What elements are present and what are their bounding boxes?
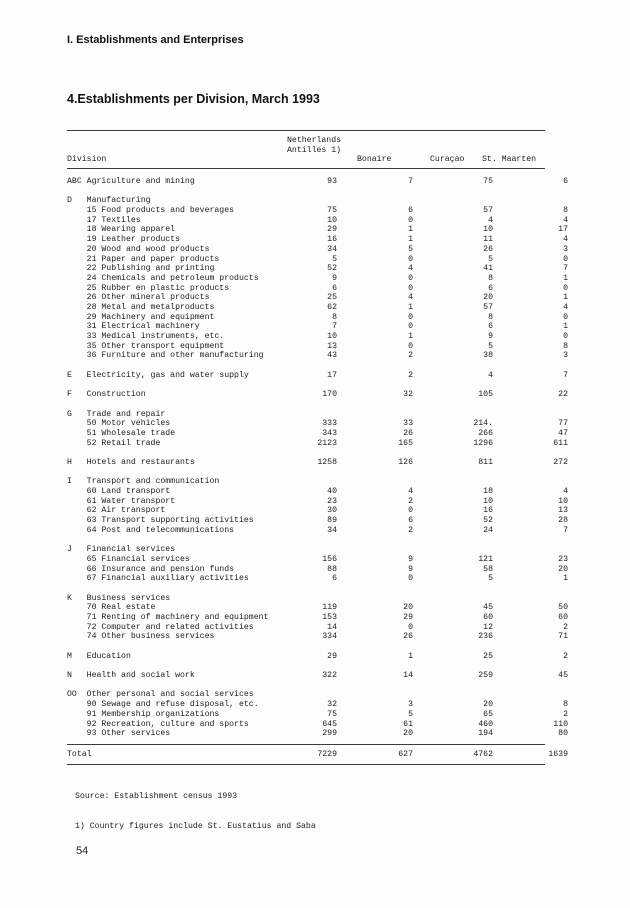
row-value: 2: [408, 496, 413, 506]
table-row: [67, 215, 568, 226]
total-value-curacao: 4762: [473, 749, 493, 759]
row-label: OO Other personal and social services: [67, 690, 254, 700]
row-value: 5: [488, 341, 493, 351]
row-label: 25 Rubber en plastic products: [67, 283, 230, 293]
row-value: 29: [403, 612, 413, 622]
page-title: 4.Establishments per Division, March 1993: [67, 92, 320, 106]
table-row: [67, 622, 568, 633]
row-value: 4: [408, 487, 413, 496]
row-value: 6: [488, 283, 493, 293]
row-value: 11: [483, 235, 493, 245]
row-value: 5: [332, 254, 337, 264]
row-value: 7: [332, 322, 337, 332]
row-value: 14: [327, 622, 337, 632]
row-value: 14: [403, 671, 413, 681]
table-row: [67, 477, 545, 487]
row-value: 2: [408, 351, 413, 361]
table-row: [67, 700, 568, 710]
row-value: 26: [483, 244, 493, 254]
row-value: 7: [563, 264, 568, 274]
row-value: 1: [408, 225, 413, 235]
row-value: 170: [322, 390, 337, 400]
total-value-bonaire: 627: [398, 749, 413, 759]
page-number: 54: [76, 845, 89, 857]
row-label: 21 Paper and paper products: [67, 254, 220, 264]
row-value: 7: [408, 177, 413, 186]
row-value: 811: [478, 457, 493, 467]
row-label: 60 Land transport: [67, 487, 171, 496]
row-value: 0: [408, 341, 413, 351]
table-row: [67, 545, 545, 555]
table-row: [67, 312, 568, 323]
row-value: 0: [408, 506, 413, 516]
row-value: 40: [327, 487, 337, 496]
row-label: J Financial services: [67, 545, 176, 555]
row-value: 4: [408, 293, 413, 303]
total-label: Total: [67, 749, 92, 759]
column-header-line: Netherlands: [287, 136, 342, 145]
table-row: [67, 332, 568, 342]
table-row: [67, 564, 568, 575]
row-label: 74 Other business services: [67, 632, 215, 642]
row-label: D Manufacturing: [67, 196, 151, 206]
row-label: M Education: [67, 651, 131, 661]
row-value: 16: [327, 235, 337, 245]
column-header-st-maarten: St. Maarten: [482, 155, 537, 164]
row-value: 41: [483, 264, 493, 274]
row-label: 62 Air transport: [67, 506, 166, 516]
table-body: [67, 169, 568, 739]
row-label: 22 Publishing and printing: [67, 264, 215, 274]
row-value: 29: [327, 225, 337, 235]
row-value: 7: [563, 370, 568, 380]
row-label: 18 Wearing apparel: [67, 225, 176, 235]
row-value: 3: [563, 244, 568, 254]
table-row: [67, 273, 568, 284]
row-value: 194: [478, 729, 493, 739]
row-label: 93 Other services: [67, 729, 171, 739]
row-value: 52: [327, 264, 337, 274]
row-value: 52: [483, 516, 493, 526]
table-row: [67, 506, 568, 516]
row-label: 35 Other transport equipment: [67, 341, 225, 351]
table-row: [67, 525, 568, 536]
row-value: 93: [327, 177, 337, 186]
row-label: G Trade and repair: [67, 409, 166, 419]
row-value: 62: [327, 302, 337, 312]
row-value: 10: [558, 496, 568, 506]
table-row: [67, 729, 568, 739]
row-value: 1: [563, 273, 568, 283]
row-label: 50 Motor vehicles: [67, 419, 171, 429]
row-value: 1: [563, 293, 568, 303]
row-value: 75: [483, 177, 493, 186]
table-row: [67, 594, 545, 604]
row-value: 299: [322, 729, 337, 739]
row-value: 45: [558, 671, 568, 681]
row-value: 89: [327, 516, 337, 526]
row-value: 110: [553, 719, 568, 729]
column-header-line: Antilles 1): [287, 146, 342, 155]
row-value: 75: [327, 206, 337, 216]
row-value: 26: [403, 632, 413, 642]
row-value: 333: [322, 419, 337, 429]
source-line: Source: Establishment census 1993: [75, 792, 238, 801]
row-value: 4: [563, 235, 568, 245]
row-label: 71 Renting of machinery and equipment: [67, 612, 269, 622]
row-value: 259: [478, 671, 493, 681]
row-value: 33: [403, 419, 413, 429]
row-label: K Business services: [67, 593, 171, 603]
row-label: H Hotels and restaurants: [67, 457, 195, 467]
row-value: 156: [322, 554, 337, 564]
row-value: 1296: [473, 438, 493, 448]
row-label: 26 Other mineral products: [67, 293, 210, 303]
row-value: 20: [558, 564, 568, 574]
row-label: 28 Metal and metalproducts: [67, 302, 215, 312]
row-value: 343: [322, 428, 337, 438]
row-label: 64 Post and telecommunications: [67, 525, 235, 535]
row-value: 32: [327, 700, 337, 710]
row-value: 6: [332, 574, 337, 584]
table-row: [67, 516, 568, 526]
row-value: 16: [483, 506, 493, 516]
row-value: 0: [408, 215, 413, 225]
row-value: 7: [563, 525, 568, 535]
row-label: 91 Membership organizations: [67, 709, 220, 719]
row-value: 60: [558, 612, 568, 622]
row-value: 1: [408, 332, 413, 341]
table-row: [67, 496, 568, 507]
row-value: 23: [558, 554, 568, 564]
table-row: [67, 235, 568, 245]
table-row: [67, 690, 545, 700]
total-value-st-maarten: 1639: [548, 749, 568, 759]
row-value: 4: [563, 487, 568, 496]
row-value: 71: [558, 632, 568, 642]
row-value: 28: [558, 516, 568, 526]
row-value: 3: [408, 700, 413, 710]
row-value: 6: [563, 177, 568, 186]
row-value: 0: [408, 322, 413, 332]
row-value: 29: [327, 651, 337, 661]
row-value: 4: [488, 370, 493, 380]
row-value: 2: [563, 709, 568, 719]
row-label: 33 Medical instruments, etc.: [67, 332, 225, 341]
row-value: 214.: [473, 419, 493, 429]
row-value: 8: [563, 700, 568, 710]
section-heading: I. Establishments and Enterprises: [67, 34, 244, 46]
row-value: 2: [563, 651, 568, 661]
total-row: [67, 745, 568, 764]
row-value: 17: [327, 370, 337, 380]
row-value: 165: [398, 438, 413, 448]
row-value: 20: [403, 729, 413, 739]
row-value: 34: [327, 525, 337, 535]
row-value: 32: [403, 390, 413, 400]
table-header: [67, 130, 545, 169]
table-row: [67, 428, 568, 439]
row-value: 8: [488, 273, 493, 283]
row-value: 1: [408, 235, 413, 245]
row-value: 2: [408, 525, 413, 535]
row-label: 52 Retail trade: [67, 438, 161, 448]
row-value: 10: [327, 215, 337, 225]
row-label: E Electricity, gas and water supply: [67, 370, 249, 380]
row-value: 4: [563, 215, 568, 225]
row-value: 57: [483, 302, 493, 312]
row-value: 6: [408, 206, 413, 216]
row-value: 9: [332, 273, 337, 283]
row-label: N Health and social work: [67, 671, 195, 681]
row-value: 88: [327, 564, 337, 574]
table-row: [67, 196, 545, 206]
row-label: 29 Machinery and equipment: [67, 312, 215, 322]
row-value: 1258: [317, 457, 337, 467]
row-value: 18: [483, 487, 493, 496]
table-row: [67, 603, 568, 613]
row-value: 9: [408, 554, 413, 564]
row-label: 65 Financial services: [67, 554, 190, 564]
table-row: [67, 487, 568, 497]
row-value: 0: [563, 332, 568, 341]
row-value: 4: [408, 264, 413, 274]
row-value: 1: [408, 302, 413, 312]
row-value: 8: [563, 206, 568, 216]
table-row: [67, 244, 568, 255]
row-value: 12: [483, 622, 493, 632]
row-value: 8: [563, 341, 568, 351]
row-value: 65: [483, 709, 493, 719]
row-value: 2: [408, 370, 413, 380]
row-label: 51 Wholesale trade: [67, 428, 176, 438]
row-value: 8: [488, 312, 493, 322]
row-value: 611: [553, 438, 568, 448]
row-value: 10: [327, 332, 337, 341]
table-row: [67, 671, 568, 681]
row-value: 5: [488, 254, 493, 264]
row-label: 63 Transport supporting activities: [67, 516, 254, 526]
table-row: [67, 302, 568, 313]
row-value: 61: [403, 719, 413, 729]
row-label: 72 Computer and related activities: [67, 622, 254, 632]
row-label: 70 Real estate: [67, 603, 156, 613]
table-row: [67, 419, 568, 429]
row-value: 0: [563, 283, 568, 293]
row-value: 9: [408, 564, 413, 574]
row-value: 20: [483, 700, 493, 710]
row-value: 13: [327, 341, 337, 351]
row-value: 10: [483, 225, 493, 235]
row-value: 57: [483, 206, 493, 216]
row-value: 4: [488, 215, 493, 225]
row-value: 80: [558, 729, 568, 739]
table-row: [67, 264, 568, 274]
row-value: 0: [408, 622, 413, 632]
row-value: 334: [322, 632, 337, 642]
row-label: 66 Insurance and pension funds: [67, 564, 235, 574]
row-value: 0: [408, 273, 413, 283]
footnote-line: 1) Country figures include St. Eustatius and Saba: [75, 822, 316, 831]
row-value: 0: [408, 574, 413, 584]
row-value: 0: [563, 254, 568, 264]
row-label: 90 Sewage and refuse disposal, etc.: [67, 700, 259, 710]
table-row: [67, 283, 568, 294]
row-label: F Construction: [67, 390, 146, 400]
row-value: 17: [558, 225, 568, 235]
column-header-division: Division: [67, 155, 107, 164]
row-value: 5: [408, 709, 413, 719]
row-value: 6: [408, 516, 413, 526]
row-value: 25: [327, 293, 337, 303]
row-value: 119: [322, 603, 337, 613]
row-value: 26: [403, 428, 413, 438]
table-row: [67, 612, 568, 623]
row-label: 61 Water transport: [67, 496, 176, 506]
row-value: 236: [478, 632, 493, 642]
row-value: 34: [327, 244, 337, 254]
row-label: 20 Wood and wood products: [67, 244, 210, 254]
row-value: 77: [558, 419, 568, 429]
table-row: [67, 370, 568, 381]
row-value: 153: [322, 612, 337, 622]
row-value: 30: [327, 506, 337, 516]
row-label: 24 Chemicals and petroleum products: [67, 273, 259, 283]
row-value: 58: [483, 564, 493, 574]
row-value: 1: [408, 651, 413, 661]
row-value: 60: [483, 612, 493, 622]
row-value: 4: [563, 302, 568, 312]
column-header-netherlands-antilles: [287, 136, 341, 156]
table-row: [67, 438, 568, 449]
table-row: [67, 651, 568, 662]
row-value: 75: [327, 709, 337, 719]
row-value: 20: [483, 293, 493, 303]
row-value: 266: [478, 428, 493, 438]
row-value: 0: [408, 254, 413, 264]
source-note: [75, 772, 316, 852]
table-row: [67, 322, 568, 332]
row-value: 25: [483, 651, 493, 661]
table-row: [67, 709, 568, 720]
row-value: 0: [408, 283, 413, 293]
row-value: 1: [563, 574, 568, 584]
row-value: 6: [332, 283, 337, 293]
row-label: 19 Leather products: [67, 235, 181, 245]
row-label: 67 Financial auxiliary activities: [67, 574, 249, 584]
table-row: [67, 554, 568, 565]
table-row: [67, 254, 568, 265]
row-value: 23: [327, 496, 337, 506]
table-row: [67, 390, 568, 400]
row-value: 47: [558, 428, 568, 438]
row-value: 2123: [317, 438, 337, 448]
row-value: 22: [558, 390, 568, 400]
table-row: [67, 632, 568, 642]
row-value: 126: [398, 457, 413, 467]
row-label: 15 Food products and beverages: [67, 206, 235, 216]
row-label: ABC Agriculture and mining: [67, 177, 195, 186]
row-value: 2: [563, 622, 568, 632]
row-value: 5: [408, 244, 413, 254]
row-value: 460: [478, 719, 493, 729]
table-row: [67, 457, 568, 468]
row-value: 50: [558, 603, 568, 613]
table-row: [67, 206, 568, 216]
row-value: 105: [478, 390, 493, 400]
table-row: [67, 341, 568, 352]
row-label: 31 Electrical machinery: [67, 322, 200, 332]
row-value: 6: [488, 322, 493, 332]
table-row: [67, 293, 568, 303]
row-value: 9: [488, 332, 493, 341]
row-value: 121: [478, 554, 493, 564]
column-header-bonaire: Bonaire: [357, 155, 392, 164]
row-label: 92 Recreation, culture and sports: [67, 719, 249, 729]
table-row: [67, 574, 568, 584]
establishments-table: [67, 130, 568, 765]
table-row: [67, 225, 568, 235]
row-value: 24: [483, 525, 493, 535]
row-value: 43: [327, 351, 337, 361]
total-value-netherlands-antilles: 7229: [317, 749, 337, 759]
row-value: 38: [483, 351, 493, 361]
row-value: 272: [553, 457, 568, 467]
table-row: [67, 410, 545, 420]
row-value: 0: [563, 312, 568, 322]
row-value: 5: [488, 574, 493, 584]
row-value: 322: [322, 671, 337, 681]
table-row: [67, 719, 568, 730]
table-row: [67, 177, 568, 187]
row-value: 0: [408, 312, 413, 322]
row-value: 10: [483, 496, 493, 506]
row-value: 13: [558, 506, 568, 516]
row-value: 1: [563, 322, 568, 332]
row-value: 3: [563, 351, 568, 361]
table-row: [67, 351, 568, 361]
row-label: I Transport and communication: [67, 477, 220, 487]
row-value: 45: [483, 603, 493, 613]
row-label: 17 Textiles: [67, 215, 141, 225]
table-rule-bottom: [67, 764, 545, 765]
row-value: 645: [322, 719, 337, 729]
row-label: 36 Furniture and other manufacturing: [67, 351, 264, 361]
column-header-curacao: Curaçao: [430, 155, 465, 164]
row-value: 20: [403, 603, 413, 613]
row-value: 8: [332, 312, 337, 322]
